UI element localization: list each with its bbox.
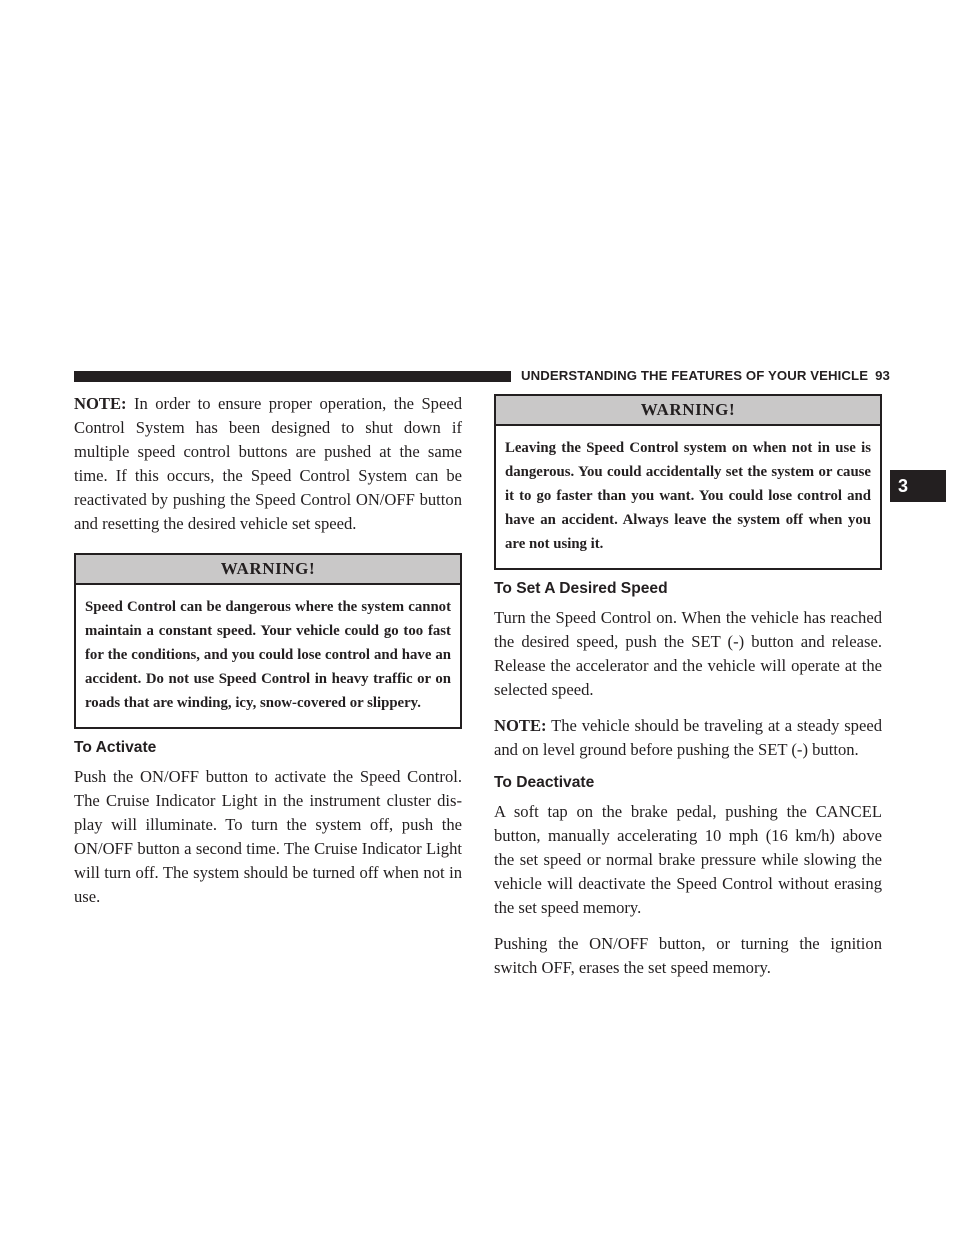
chapter-title: UNDERSTANDING THE FEATURES OF YOUR VEHICLE [521, 368, 869, 383]
section-heading-deactivate: To Deactivate [494, 774, 595, 791]
page-number: 93 [875, 368, 890, 383]
warning-box [74, 553, 462, 729]
note-label: NOTE: [74, 394, 127, 413]
warning-title: WARNING! [496, 396, 880, 426]
right-column [494, 394, 882, 980]
left-column [74, 392, 462, 909]
running-header [521, 368, 890, 384]
deactivate-paragraph: A soft tap on the brake pedal, pushing the CANCEL button, manually accelerating 10 mph (16 km/h) above the set speed or normal brake pressure while slowing the vehicle will deactivate the Speed Control without erasing the set speed memory. [494, 802, 882, 917]
chapter-tab-number: 3 [898, 476, 909, 496]
activate-paragraph: Push the ON/OFF button to activate the Speed Control. The Cruise Indicator Light in the instrument cluster display will illuminate. To turn the system off, push the ON/OFF button a second time. The Cruise Indicator Light will turn off. The system should be turned off when not in use. [74, 767, 462, 906]
warning-title: WARNING! [76, 555, 460, 585]
note-paragraph [74, 392, 462, 536]
warning-text: Leaving the Speed Control system on when not in use is dangerous. You could accidentally set the system or cause it to go faster than you want. You could lose control and have an accident. Always leave the system off when you are not using it. [505, 440, 871, 552]
section-heading-set-speed: To Set A Desired Speed [494, 580, 668, 597]
deactivate-paragraph: Pushing the ON/OFF button, or turning the ignition switch OFF, erases the set speed memory. [494, 934, 882, 977]
section-heading-activate: To Activate [74, 739, 157, 756]
note-label: NOTE: [494, 716, 547, 735]
chapter-tab [890, 470, 946, 502]
warning-box [494, 394, 882, 570]
set-speed-paragraph: Turn the Speed Control on. When the vehicle has reached the desired speed, push the SET (-) button and release. Release the accelerator and the vehicle will operate at the selected speed. [494, 608, 882, 699]
note-text: In order to ensure proper operation, the Speed Control System has been designed to shut down if multiple speed control buttons are pushed at the same time. If this occurs, the Speed Control System can be reactivated by pushing the Speed Control ON/OFF button and resetting the desired vehicle set speed. [74, 394, 462, 533]
note-text: The vehicle should be traveling at a steady speed and on level ground before pushing the SET (-) button. [494, 716, 882, 759]
note-paragraph [494, 714, 882, 762]
header-bar [74, 371, 511, 382]
warning-text: Speed Control can be dangerous where the system cannot maintain a constant speed. Your vehicle could go too fast for the conditions, and you could lose control and have an accident. Do not use Speed Control in heavy traffic or on roads that are winding, icy, snow-covered or slippery. [85, 599, 451, 711]
